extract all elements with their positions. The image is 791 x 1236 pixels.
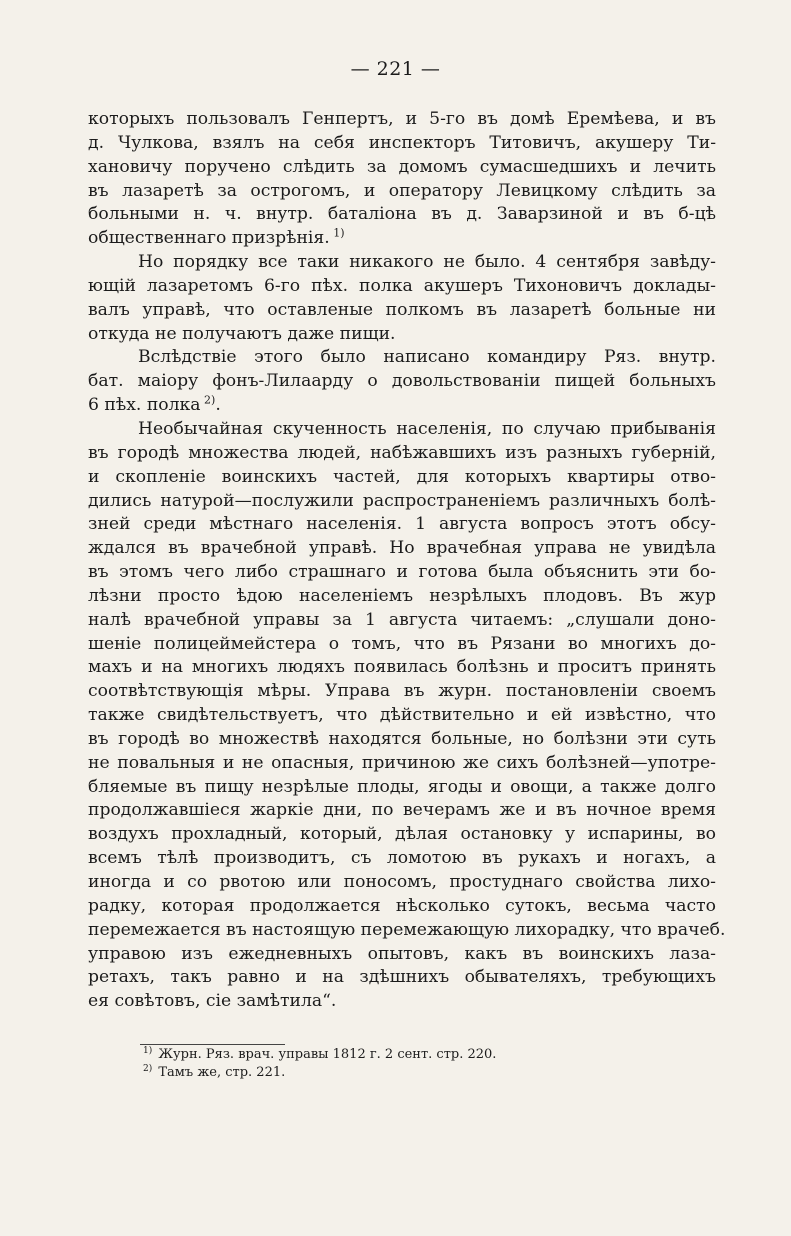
text-line: махъ и на многихъ людяхъ появилась болѣзнь и проситъ принять bbox=[88, 657, 716, 678]
text-line: которыхъ пользовалъ Генпертъ, и 5-го въ домѣ Еремѣева, и въ bbox=[88, 109, 716, 129]
footnote bbox=[143, 1046, 703, 1064]
body-text bbox=[88, 108, 726, 1014]
text-line: воздухъ прохладный, который, дѣлая остановку у испарины, во bbox=[88, 824, 716, 845]
text-line: радку, которая продолжается нѣсколько сутокъ, весьма часто bbox=[88, 895, 716, 916]
footnote-reference: 2) bbox=[200, 393, 216, 407]
text-line: Но порядку все таки никакого не было. 4 сентября завѣду- bbox=[138, 252, 716, 273]
text-line: бляемые въ пищу незрѣлые плоды, ягоды и овощи, а также долго bbox=[88, 776, 716, 797]
text-line: дились натурой—послужили распространенiемъ различныхъ болѣ- bbox=[88, 490, 716, 511]
text-line: хановичу поручено слѣдить за домомъ сумасшедшихъ и лечить bbox=[88, 156, 716, 177]
paragraph bbox=[88, 251, 716, 346]
text-line: ющій лазаретомъ 6-го пѣх. полка акушеръ Тихоновичъ доклады- bbox=[88, 275, 716, 296]
text-line: всемъ тѣлѣ производитъ, съ ломотою въ рукахъ и ногахъ, а bbox=[88, 848, 716, 869]
text-line: Необычайная скученность населенія, по случаю прибыванія bbox=[138, 418, 716, 439]
text-line: не повальныя и не опасныя, причиною же сихъ болѣзней—употре- bbox=[88, 752, 716, 773]
text-line: общественнаго призрѣнія. $^{1)}$ bbox=[88, 226, 345, 249]
text-line: также свидѣтельствуетъ, что дѣйствительно и ей извѣстно, что bbox=[88, 705, 716, 726]
text-line: и скопленіе воинскихъ частей, для которыхъ квартиры отво- bbox=[88, 466, 716, 487]
text-tail: . bbox=[215, 395, 221, 416]
footnotes bbox=[143, 1046, 703, 1082]
text-line: иногда и со рвотою или поносомъ, простуднаго свойства лихо- bbox=[88, 872, 716, 892]
text-line: налѣ врачебной управы за 1 августа читаемъ: „слушали доно- bbox=[88, 609, 716, 630]
text-line: зней среди мѣстнаго населенія. 1 августа вопросъ этотъ обсу- bbox=[88, 514, 716, 535]
text-line: управою изъ ежедневныхъ опытовъ, какъ въ воинскихъ лаза- bbox=[88, 943, 716, 964]
text-line: соотвѣтствующія мѣры. Управа въ журн. постановленіи своемъ bbox=[88, 681, 716, 702]
footnote-text: Журн. Ряз. врач. управы 1812 г. 2 сент. стр. 220. bbox=[154, 1047, 497, 1062]
paragraph bbox=[88, 346, 716, 418]
text-line: валъ управѣ, что оставленые полкомъ въ лазаретѣ больные ни bbox=[88, 299, 716, 320]
footnote-mark: 2) bbox=[143, 1063, 153, 1074]
text-line: ретахъ, такъ равно и на здѣшнихъ обывателяхъ, требующихъ bbox=[88, 967, 716, 988]
footnote bbox=[143, 1064, 703, 1082]
paragraph bbox=[88, 418, 726, 1014]
paragraph bbox=[88, 108, 716, 251]
text-line: шеніе полицеймейстера о томъ, что въ Рязани во многихъ до- bbox=[88, 633, 716, 654]
text-line: больными н. ч. внутр. баталіона въ д. Заварзиной и въ б-цѣ bbox=[88, 204, 716, 225]
text-line: въ этомъ чего либо страшнаго и готова была объяснить эти бо- bbox=[88, 562, 716, 583]
footnote-text: Тамъ же, стр. 221. bbox=[154, 1065, 286, 1080]
text-line: продолжавшіеся жаркіе дни, по вечерамъ же и въ ночное время bbox=[88, 800, 716, 821]
text-line: откуда не получаютъ даже пищи. bbox=[88, 323, 396, 344]
footnote-mark: 1) bbox=[143, 1045, 153, 1056]
text-line: лѣзни просто ѣдою населенiемъ незрѣлыхъ плодовъ. Въ жур bbox=[88, 585, 716, 606]
text-line: бат. маіору фонъ-Лилаарду о довольствованіи пищей больныхъ bbox=[88, 371, 716, 392]
text-line: ждался въ врачебной управѣ. Но врачебная управа не увидѣла bbox=[88, 538, 716, 559]
text-line: Вслѣдствіе этого было написано командиру Ряз. внутр. bbox=[138, 347, 716, 368]
text-line: въ лазаретѣ за острогомъ, и оператору Левицкому слѣдить за bbox=[88, 180, 716, 201]
footnote-reference: 1) bbox=[329, 226, 345, 240]
text-line: ея совѣтовъ, сіе замѣтила“. bbox=[88, 991, 337, 1012]
text-line: перемежается въ настоящую перемежающую лихорадку, что врачеб. bbox=[88, 919, 726, 940]
footnote-divider bbox=[140, 1044, 285, 1045]
text-line: д. Чулкова, взялъ на себя инспекторъ Титовичъ, акушеру Ти- bbox=[88, 132, 716, 153]
text-line: въ городѣ множества людей, набѣжавшихъ изъ разныхъ губерній, bbox=[88, 442, 716, 463]
text-line: въ городѣ во множествѣ находятся больные, но болѣзни эти суть bbox=[88, 728, 716, 749]
text-line: 6 пѣх. полка $^{2)}$. bbox=[88, 393, 221, 416]
page-number: — 221 — bbox=[350, 58, 441, 80]
